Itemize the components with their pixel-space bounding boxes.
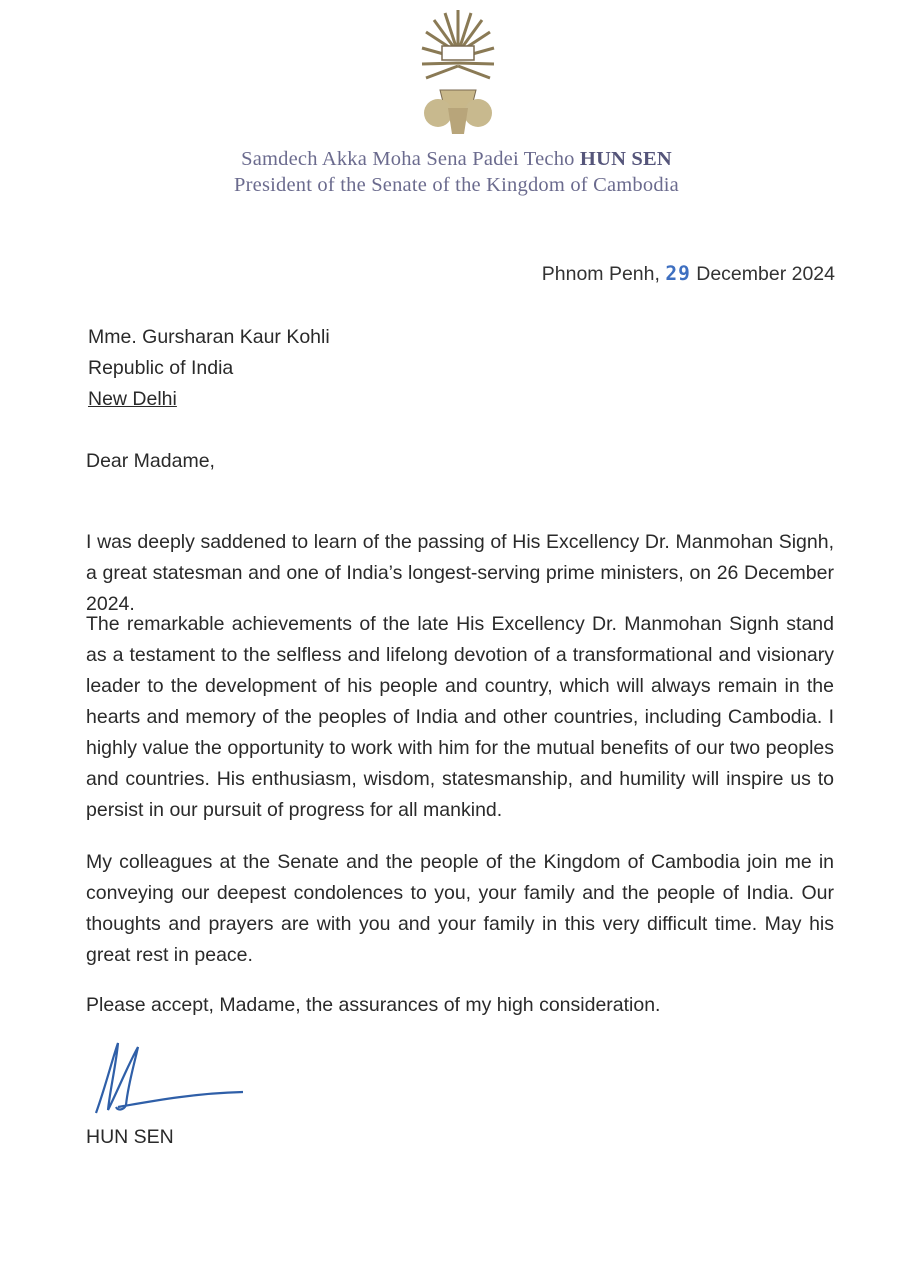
paragraph-2: The remarkable achievements of the late His Excellency Dr. Manmohan Signh stand as a testament to the selfless and lifelong devotion of a transformational and visionary leader to the development of his people and country, which will always remain in the hearts and memory of the peoples of India and other countries, including Cambodia. I highly value the opportunity to work with him for the mutual benefits of our two peoples and countries. His enthusiasm, wisdom, statesmanship, and humility will inspire us to persist in our pursuit of progress for all mankind. xyxy=(86,613,834,821)
handwritten-signature xyxy=(88,1035,248,1120)
signatory-name: HUN SEN xyxy=(86,1126,174,1148)
date-place: Phnom Penh, xyxy=(541,263,660,285)
letterhead-title xyxy=(0,148,913,171)
letter-date xyxy=(542,262,835,286)
date-day-handwritten: 29 xyxy=(665,262,691,285)
title-name: HUN SEN xyxy=(579,148,672,170)
closing: Please accept, Madame, the assurances of my high consideration. xyxy=(86,994,661,1016)
date-month-year: December 2024 xyxy=(696,263,835,285)
letterhead-subtitle: President of the Senate of the Kingdom of Cambodia xyxy=(234,174,679,196)
senate-emblem-logo xyxy=(420,8,496,140)
paragraph-1: I was deeply saddened to learn of the passing of His Excellency Dr. Manmohan Signh, a great statesman and one of India’s longest-serving prime ministers, on 26 December 2024. xyxy=(86,531,834,615)
recipient-name: Mme. Gursharan Kaur Kohli xyxy=(88,326,330,348)
paragraph-3: My colleagues at the Senate and the people of the Kingdom of Cambodia join me in conveying our deepest condolences to you, your family and the people of India. Our thoughts and prayers are with you and your family in this very difficult time. May his great rest in peace. xyxy=(86,851,834,966)
recipient-address xyxy=(88,322,330,415)
recipient-country: Republic of India xyxy=(88,357,234,379)
title-prefix: Samdech Akka Moha Sena Padei Techo xyxy=(241,148,575,170)
recipient-city: New Delhi xyxy=(88,388,177,410)
salutation: Dear Madame, xyxy=(86,450,215,472)
